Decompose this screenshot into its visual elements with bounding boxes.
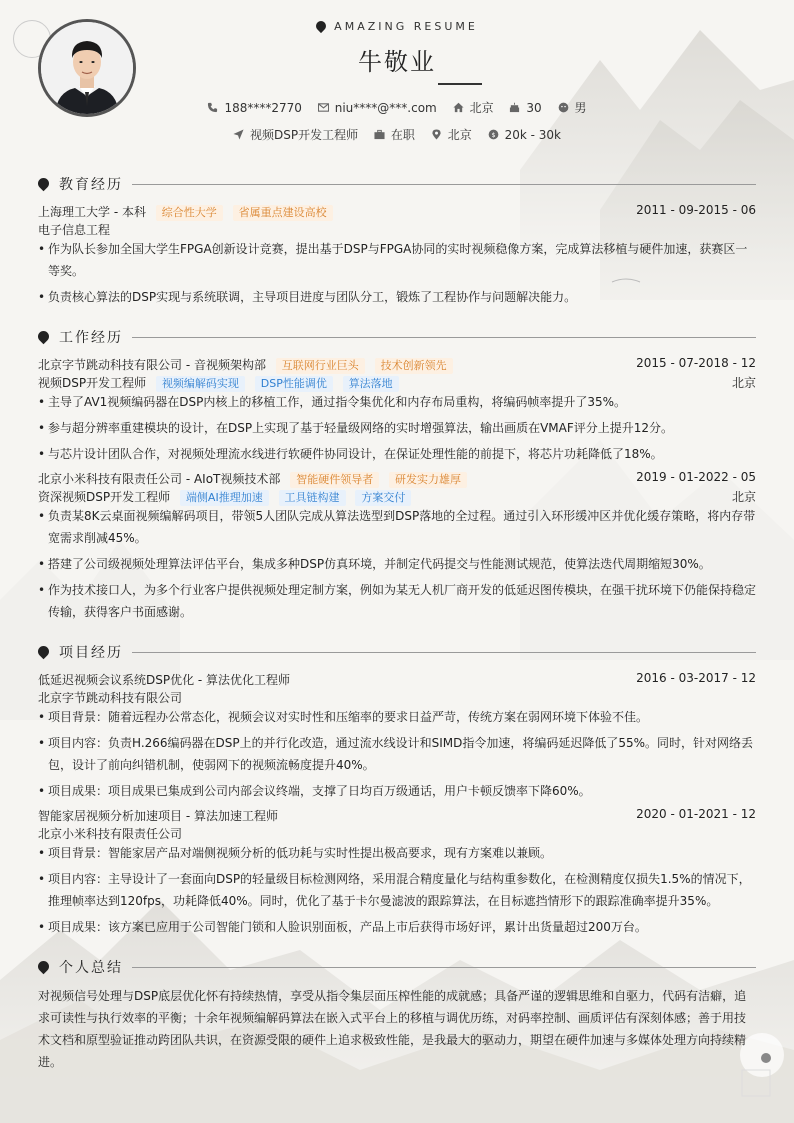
work-bullet: • 参与超分辨率重建模块的设计，在DSP上实现了基于轻量级网络的实时增强算法，输出画质在VMAF评分上提升12分。 xyxy=(38,421,674,435)
work-date: 2019 - 01-2022 - 05 xyxy=(636,470,756,484)
cake-icon xyxy=(509,102,520,113)
project-bullet: • 项目成果：该方案已应用于公司智能门锁和人脸识别面板，产品上市后获得市场好评，累计出货量超过200万台。 xyxy=(38,920,647,934)
project-company: 北京小米科技有限责任公司 xyxy=(38,827,183,841)
salary-item: $ 20k - 30k xyxy=(488,128,561,142)
contact-info-row xyxy=(0,99,794,116)
skill-badge: 视频编解码实现 xyxy=(156,376,245,392)
company-name: 北京字节跳动科技有限公司 - 音视频架构部 xyxy=(38,358,266,372)
section-title: 工作经历 xyxy=(59,330,123,346)
skill-badge: 算法落地 xyxy=(343,376,399,392)
school-badge: 综合性大学 xyxy=(156,205,223,221)
ink-drop-icon xyxy=(36,329,52,345)
project-entry-header xyxy=(38,671,756,689)
project-entry-header xyxy=(38,807,756,825)
projects-section-header xyxy=(38,642,756,662)
project-bullet: • 项目背景：智能家居产品对端侧视频分析的低功耗与实时性提出极高要求，现有方案难以兼顾。 xyxy=(38,846,553,860)
work-role-row xyxy=(38,374,756,392)
skill-badge: 工具链构建 xyxy=(279,490,346,506)
education-entry-header xyxy=(38,203,756,221)
user-face-icon xyxy=(558,102,569,113)
work-bullet: • 主导了AV1视频编码器在DSP内核上的移植工作，通过指令集优化和内存布局重构，将编码帧率提升了35%。 xyxy=(38,395,627,409)
company-badge: 研发实力雄厚 xyxy=(389,472,467,488)
education-major: 电子信息工程 xyxy=(38,223,111,237)
ink-drop-icon xyxy=(314,19,328,33)
candidate-name: 牛敬业 xyxy=(358,48,436,76)
project-date: 2020 - 01-2021 - 12 xyxy=(636,807,756,821)
work-city: 北京 xyxy=(731,376,756,390)
school-name: 上海理工大学 - 本科 xyxy=(38,205,146,219)
skill-badge: 方案交付 xyxy=(355,490,411,506)
company-name: 北京小米科技有限责任公司 - AIoT视频技术部 xyxy=(38,472,281,486)
section-title: 个人总结 xyxy=(59,960,123,976)
work-entry-header xyxy=(38,356,756,374)
section-title: 项目经历 xyxy=(59,645,123,661)
name-underline xyxy=(438,83,482,85)
mail-icon xyxy=(318,102,329,113)
work-bullet: • 作为技术接口人，为多个行业客户提供视频处理定制方案，例如为某无人机厂商开发的低延迟图传模块，在强干扰环境下仍能保持稳定传输，获得客户书面感谢。 xyxy=(38,583,757,619)
age-item: 30 xyxy=(509,101,541,115)
target-city-item: 北京 xyxy=(431,126,472,143)
education-date: 2011 - 09-2015 - 06 xyxy=(636,203,756,217)
skill-badge: DSP性能调优 xyxy=(255,376,333,392)
gender-item: 男 xyxy=(558,99,587,116)
email-item: niu****@***.com xyxy=(318,101,437,115)
city-item: 北京 xyxy=(453,99,494,116)
ink-drop-icon xyxy=(36,176,52,192)
section-divider xyxy=(132,184,756,185)
education-bullet: • 作为队长参加全国大学生FPGA创新设计竞赛，提出基于DSP与FPGA协同的实时视频稳像方案，完成算法移植与硬件加速，获赛区一等奖。 xyxy=(38,242,748,278)
project-bullet: • 项目内容：负责H.266编码器在DSP上的并行化改造，通过流水线设计和SIMD指令加速，将编码延迟降低了55%。同时，针对网络丢包，设计了前向纠错机制，使弱网下的视频流畅度提升40%。 xyxy=(38,736,754,772)
work-bullet: • 与芯片设计团队合作，对视频处理流水线进行软硬件协同设计，在保证处理性能的前提下，将芯片功耗降低了18%。 xyxy=(38,447,663,461)
project-bullet: • 项目内容：主导设计了一套面向DSP的轻量级目标检测网络，采用混合精度量化与结构重参数化，在检测精度仅损失1.5%的情况下，推理帧率达到120fps，功耗降低40%。同时，优化了基于卡尔曼滤波的跟踪算法，在目标遮挡情形下的跟踪准确率提升35%。 xyxy=(38,872,751,908)
section-divider xyxy=(132,652,756,653)
work-bullet: • 搭建了公司级视频处理算法评估平台，集成多种DSP仿真环境，并制定代码提交与性能测试规范，使算法迭代周期缩短30%。 xyxy=(38,557,711,571)
company-badge: 智能硬件领导者 xyxy=(290,472,379,488)
home-icon xyxy=(453,102,464,113)
company-badge: 技术创新领先 xyxy=(375,358,453,374)
send-icon xyxy=(233,129,244,140)
work-date: 2015 - 07-2018 - 12 xyxy=(636,356,756,370)
resume-tagline: AMAZING RESUME xyxy=(0,20,794,33)
job-intent-row xyxy=(0,126,794,143)
project-title: 低延迟视频会议系统DSP优化 - 算法优化工程师 xyxy=(38,673,291,687)
school-badge: 省属重点建设高校 xyxy=(233,205,333,221)
section-divider xyxy=(132,337,756,338)
summary-section-header xyxy=(38,957,756,977)
job-title: 资深视频DSP开发工程师 xyxy=(38,490,171,504)
ink-drop-icon xyxy=(36,644,52,660)
location-pin-icon xyxy=(431,129,442,140)
status-item: 在职 xyxy=(374,126,415,143)
ink-drop-icon xyxy=(36,959,52,975)
skill-badge: 端侧AI推理加速 xyxy=(180,490,269,506)
section-title: 教育经历 xyxy=(59,177,123,193)
section-divider xyxy=(132,967,756,968)
work-bullet: • 负责某8K云桌面视频编解码项目，带领5人团队完成从算法选型到DSP落地的全过程。通过引入环形缓冲区并优化缓存策略，将内存带宽需求削减45%。 xyxy=(38,509,756,545)
phone-item: 188****2770 xyxy=(207,101,301,115)
phone-icon xyxy=(207,102,218,113)
project-company: 北京字节跳动科技有限公司 xyxy=(38,691,183,705)
work-section-header xyxy=(38,327,756,347)
money-icon xyxy=(488,129,499,140)
svg-text:$: $ xyxy=(491,130,496,139)
summary-text: 对视频信号处理与DSP底层优化怀有持续热情，享受从指令集层面压榨性能的成就感；具备严谨的逻辑思维和自驱力，代码有洁癖，追求可读性与执行效率的平衡；十余年视频编解码算法在嵌入式平台上的移植与调优历练，对码率控制、画质评估有深刻体感；善于用技术文档和原型验证推动跨团队共识，在资源受限的硬件上追求极致性能，是我最大的驱动力，期望在硬件加速与多媒体处理方向持续精进。 xyxy=(38,989,747,1069)
work-entry-header xyxy=(38,470,756,488)
work-role-row xyxy=(38,488,756,506)
project-bullet: • 项目成果：项目成果已集成到公司内部会议终端，支撑了日均百万级通话，用户卡顿反馈率下降60%。 xyxy=(38,784,591,798)
briefcase-icon xyxy=(374,129,385,140)
company-badge: 互联网行业巨头 xyxy=(276,358,365,374)
education-section-header xyxy=(38,174,756,194)
work-city: 北京 xyxy=(731,490,756,504)
project-bullet: • 项目背景：随着远程办公常态化，视频会议对实时性和压缩率的要求日益严苛，传统方案在弱网环境下体验不佳。 xyxy=(38,710,649,724)
job-title: 视频DSP开发工程师 xyxy=(38,376,147,390)
education-bullet: • 负责核心算法的DSP实现与系统联调，主导项目进度与团队分工，锻炼了工程协作与问题解决能力。 xyxy=(38,290,577,304)
project-title: 智能家居视频分析加速项目 - 算法加速工程师 xyxy=(38,809,278,823)
project-date: 2016 - 03-2017 - 12 xyxy=(636,671,756,685)
position-item: 视频DSP开发工程师 xyxy=(233,126,358,143)
